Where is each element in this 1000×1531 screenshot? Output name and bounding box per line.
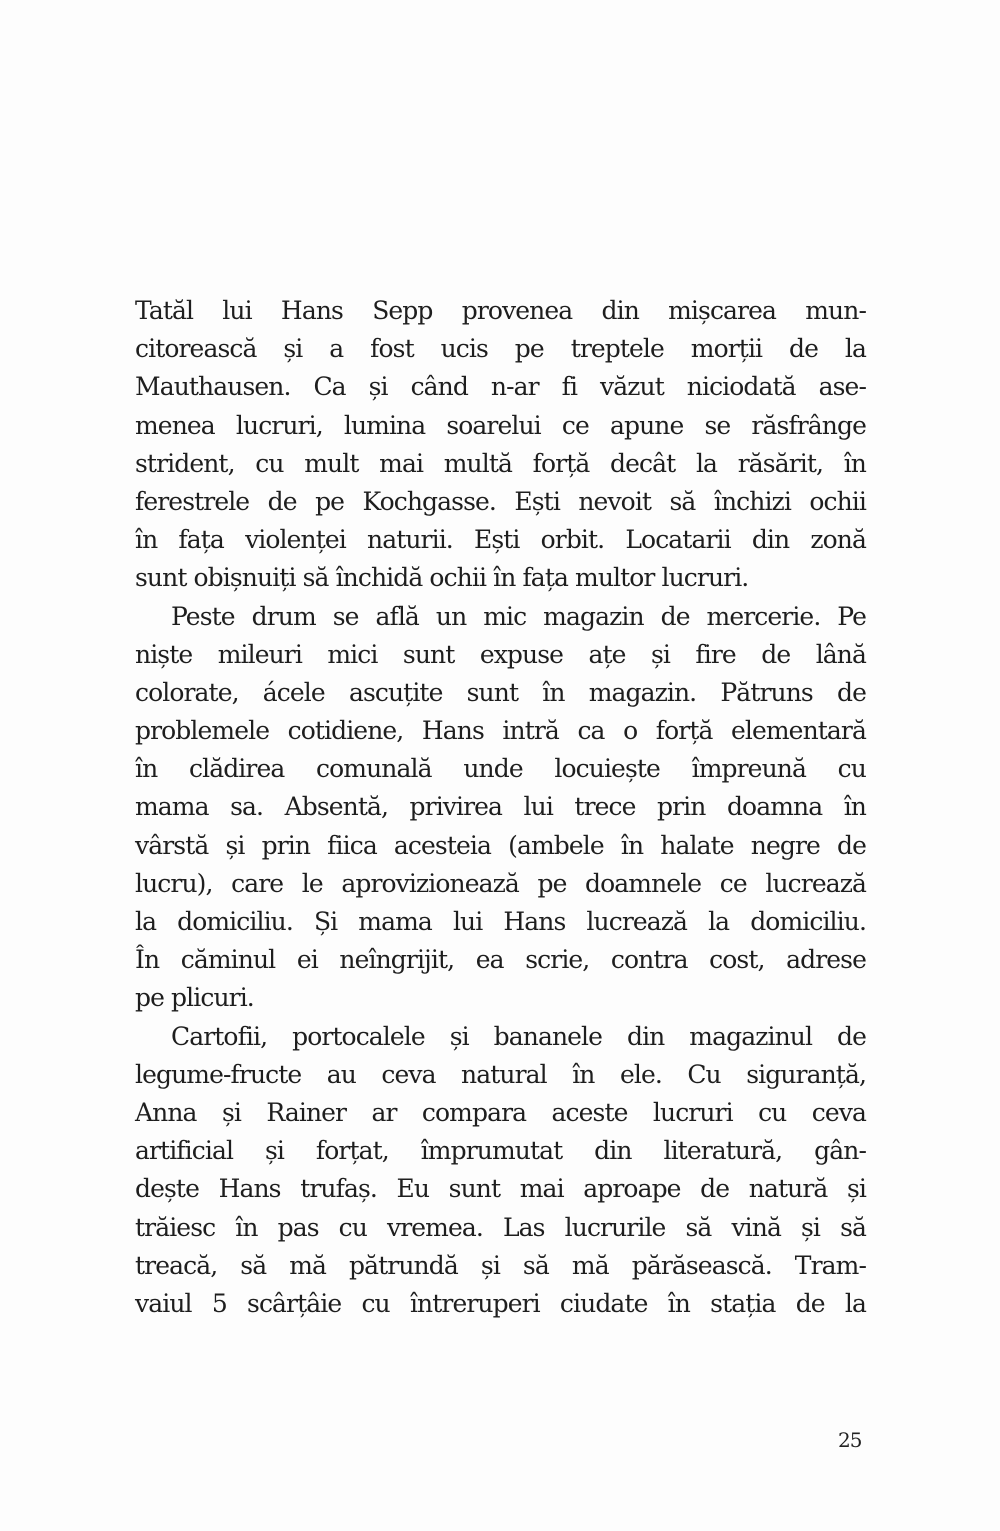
- text-line: Tatăl lui Hans Sepp provenea din mișcarea mun-: [135, 296, 866, 325]
- text-line: strident, cu mult mai multă forță decât la răsărit, în: [135, 448, 866, 478]
- text-line: colorate, ácele ascuțite sunt în magazin. Pătruns de: [135, 677, 866, 707]
- text-line: citorească și a fost ucis pe treptele morții de la: [135, 334, 866, 364]
- text-line: lucru), care le aprovizionează pe doamnele ce lucrează: [135, 868, 866, 898]
- text-line: dește Hans trufaș. Eu sunt mai aproape de natură și: [135, 1174, 866, 1204]
- text-line: vaiul 5 scârțâie cu întreruperi ciudate în stația de la: [135, 1288, 866, 1318]
- body-text: [135, 292, 866, 1323]
- text-line: legume-fructe au ceva natural în ele. Cu siguranță,: [135, 1059, 866, 1089]
- text-line: la domiciliu. Și mama lui Hans lucrează la domiciliu.: [135, 907, 866, 936]
- text-line: niște mileuri mici sunt expuse ațe și fire de lână: [135, 639, 866, 669]
- text-line: artificial și forțat, împrumutat din literatură, gân-: [135, 1136, 866, 1166]
- text-line: în fața violenței naturii. Ești orbit. Locatarii din zonă: [135, 525, 866, 555]
- text-line: Peste drum se află un mic magazin de mercerie. Pe: [171, 601, 866, 631]
- text-line: în clădirea comunală unde locuiește împreună cu: [135, 754, 866, 784]
- text-line: trăiesc în pas cu vremea. Las lucrurile să vină și să: [135, 1212, 866, 1242]
- text-line: Anna și Rainer ar compara aceste lucruri cu ceva: [135, 1097, 866, 1127]
- paragraph-1: [135, 292, 866, 598]
- text-line: pe plicuri.: [135, 983, 254, 1013]
- text-line: menea lucruri, lumina soarelui ce apune se răsfrânge: [135, 410, 866, 440]
- text-line: Cartofii, portocalele și bananele din magazinul de: [171, 1021, 866, 1051]
- text-line: vârstă și prin fiica acesteia (ambele în halate negre de: [135, 830, 866, 860]
- text-line: În căminul ei neîngrijit, ea scrie, contra cost, adrese: [135, 945, 866, 975]
- text-line: mama sa. Absentă, privirea lui trece prin doamna în: [135, 792, 866, 822]
- text-line: problemele cotidiene, Hans intră ca o forță elementară: [135, 716, 866, 746]
- paragraph-3: [135, 1018, 866, 1324]
- paragraph-2: [135, 598, 866, 1018]
- text-line: treacă, să mă pătrundă și să mă părăsească. Tram-: [135, 1250, 866, 1280]
- text-line: ferestrele de pe Kochgasse. Ești nevoit să închizi ochii: [135, 486, 866, 516]
- page-number: 25: [838, 1428, 862, 1452]
- text-line: Mauthausen. Ca și când n-ar fi văzut niciodată ase-: [135, 372, 866, 402]
- text-line: sunt obișnuiți să închidă ochii în fața multor lucruri.: [135, 563, 749, 593]
